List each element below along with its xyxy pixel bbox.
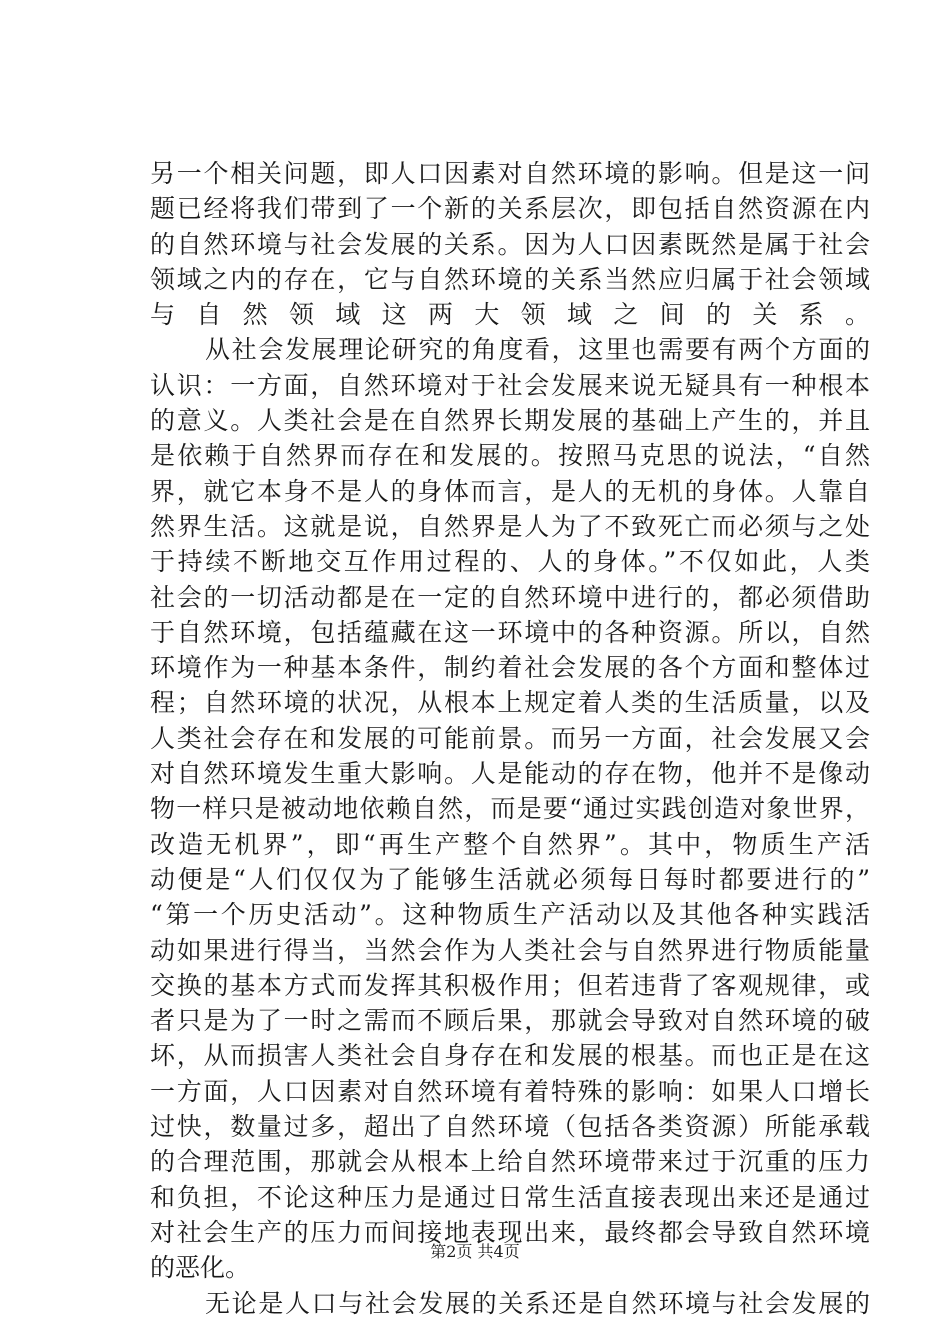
text-line: 和负担，不论这种压力是通过日常生活直接表现出来还是通过: [150, 1182, 870, 1212]
text-line: 一方面，人口因素对自然环境有着特殊的影响：如果人口增长: [150, 1076, 870, 1106]
paragraph: [150, 156, 870, 332]
text-line: 题已经将我们带到了一个新的关系层次，即包括自然资源在内: [150, 194, 870, 224]
text-line: 与自然领域这两大领域之间的关系。: [150, 300, 870, 330]
text-line: 于自然环境，包括蕴藏在这一环境中的各种资源。所以，自然: [150, 617, 870, 647]
text-line: 坏，从而损害人类社会自身存在和发展的根基。而也正是在这: [150, 1041, 870, 1071]
text-line: 对自然环境发生重大影响。人是能动的存在物，他并不是像动: [150, 759, 870, 789]
text-line: 的合理范围，那就会从根本上给自然环境带来过于沉重的压力: [150, 1147, 870, 1177]
text-line: 过快，数量过多，超出了自然环境（包括各类资源）所能承载: [150, 1112, 870, 1142]
text-line: 动便是“人们仅仅为了能够生活就必须每日每时都要进行的”: [150, 864, 870, 894]
text-line: 于持续不断地交互作用过程的、人的身体。”不仅如此，人类: [150, 547, 870, 577]
text-line: 然界生活。这就是说，自然界是人为了不致死亡而必须与之处: [150, 511, 870, 541]
text-line: “第一个历史活动”。这种物质生产活动以及其他各种实践活: [150, 900, 870, 930]
text-line: 领域之内的存在，它与自然环境的关系当然应归属于社会领域: [150, 264, 870, 294]
text-line: 从社会发展理论研究的角度看，这里也需要有两个方面的: [205, 335, 870, 365]
text-line: 的恶化。: [150, 1253, 251, 1283]
text-line: 的自然环境与社会发展的关系。因为人口因素既然是属于社会: [150, 229, 870, 259]
text-line: 环境作为一种基本条件，制约着社会发展的各个方面和整体过: [150, 653, 870, 683]
text-line: 动如果进行得当，当然会作为人类社会与自然界进行物质能量: [150, 935, 870, 965]
text-line: 者只是为了一时之需而不顾后果，那就会导致对自然环境的破: [150, 1006, 870, 1036]
text-line: 物一样只是被动地依赖自然，而是要“通过实践创造对象世界，: [150, 794, 870, 824]
text-line: 界，就它本身不是人的身体而言，是人的无机的身体。人靠自: [150, 476, 870, 506]
body-text: [150, 156, 870, 1321]
text-line: 人类社会存在和发展的可能前景。而另一方面，社会发展又会: [150, 723, 870, 753]
text-line: 的意义。人类社会是在自然界长期发展的基础上产生的，并且: [150, 406, 870, 436]
text-line: 改造无机界”，即“再生产整个自然界”。其中，物质生产活: [150, 829, 870, 859]
text-line: 程；自然环境的状况，从根本上规定着人类的生活质量，以及: [150, 688, 870, 718]
paragraph: [150, 332, 870, 1285]
text-line: 对社会生产的压力而间接地表现出来，最终都会导致自然环境: [150, 1217, 870, 1247]
text-line: 社会的一切活动都是在一定的自然环境中进行的，都必须借助: [150, 582, 870, 612]
text-line: 无论是人口与社会发展的关系还是自然环境与社会发展的: [205, 1288, 870, 1318]
text-line: 是依赖于自然界而存在和发展的。按照马克思的说法，“自然: [150, 441, 870, 471]
page-footer: 第2页 共4页: [430, 1242, 520, 1261]
text-line: 认识：一方面，自然环境对于社会发展来说无疑具有一种根本: [150, 370, 870, 400]
text-line: 另一个相关问题，即人口因素对自然环境的影响。但是这一问: [150, 159, 870, 188]
paragraph: [150, 1286, 870, 1321]
text-line: 交换的基本方式而发挥其积极作用；但若违背了客观规律，或: [150, 970, 870, 1000]
